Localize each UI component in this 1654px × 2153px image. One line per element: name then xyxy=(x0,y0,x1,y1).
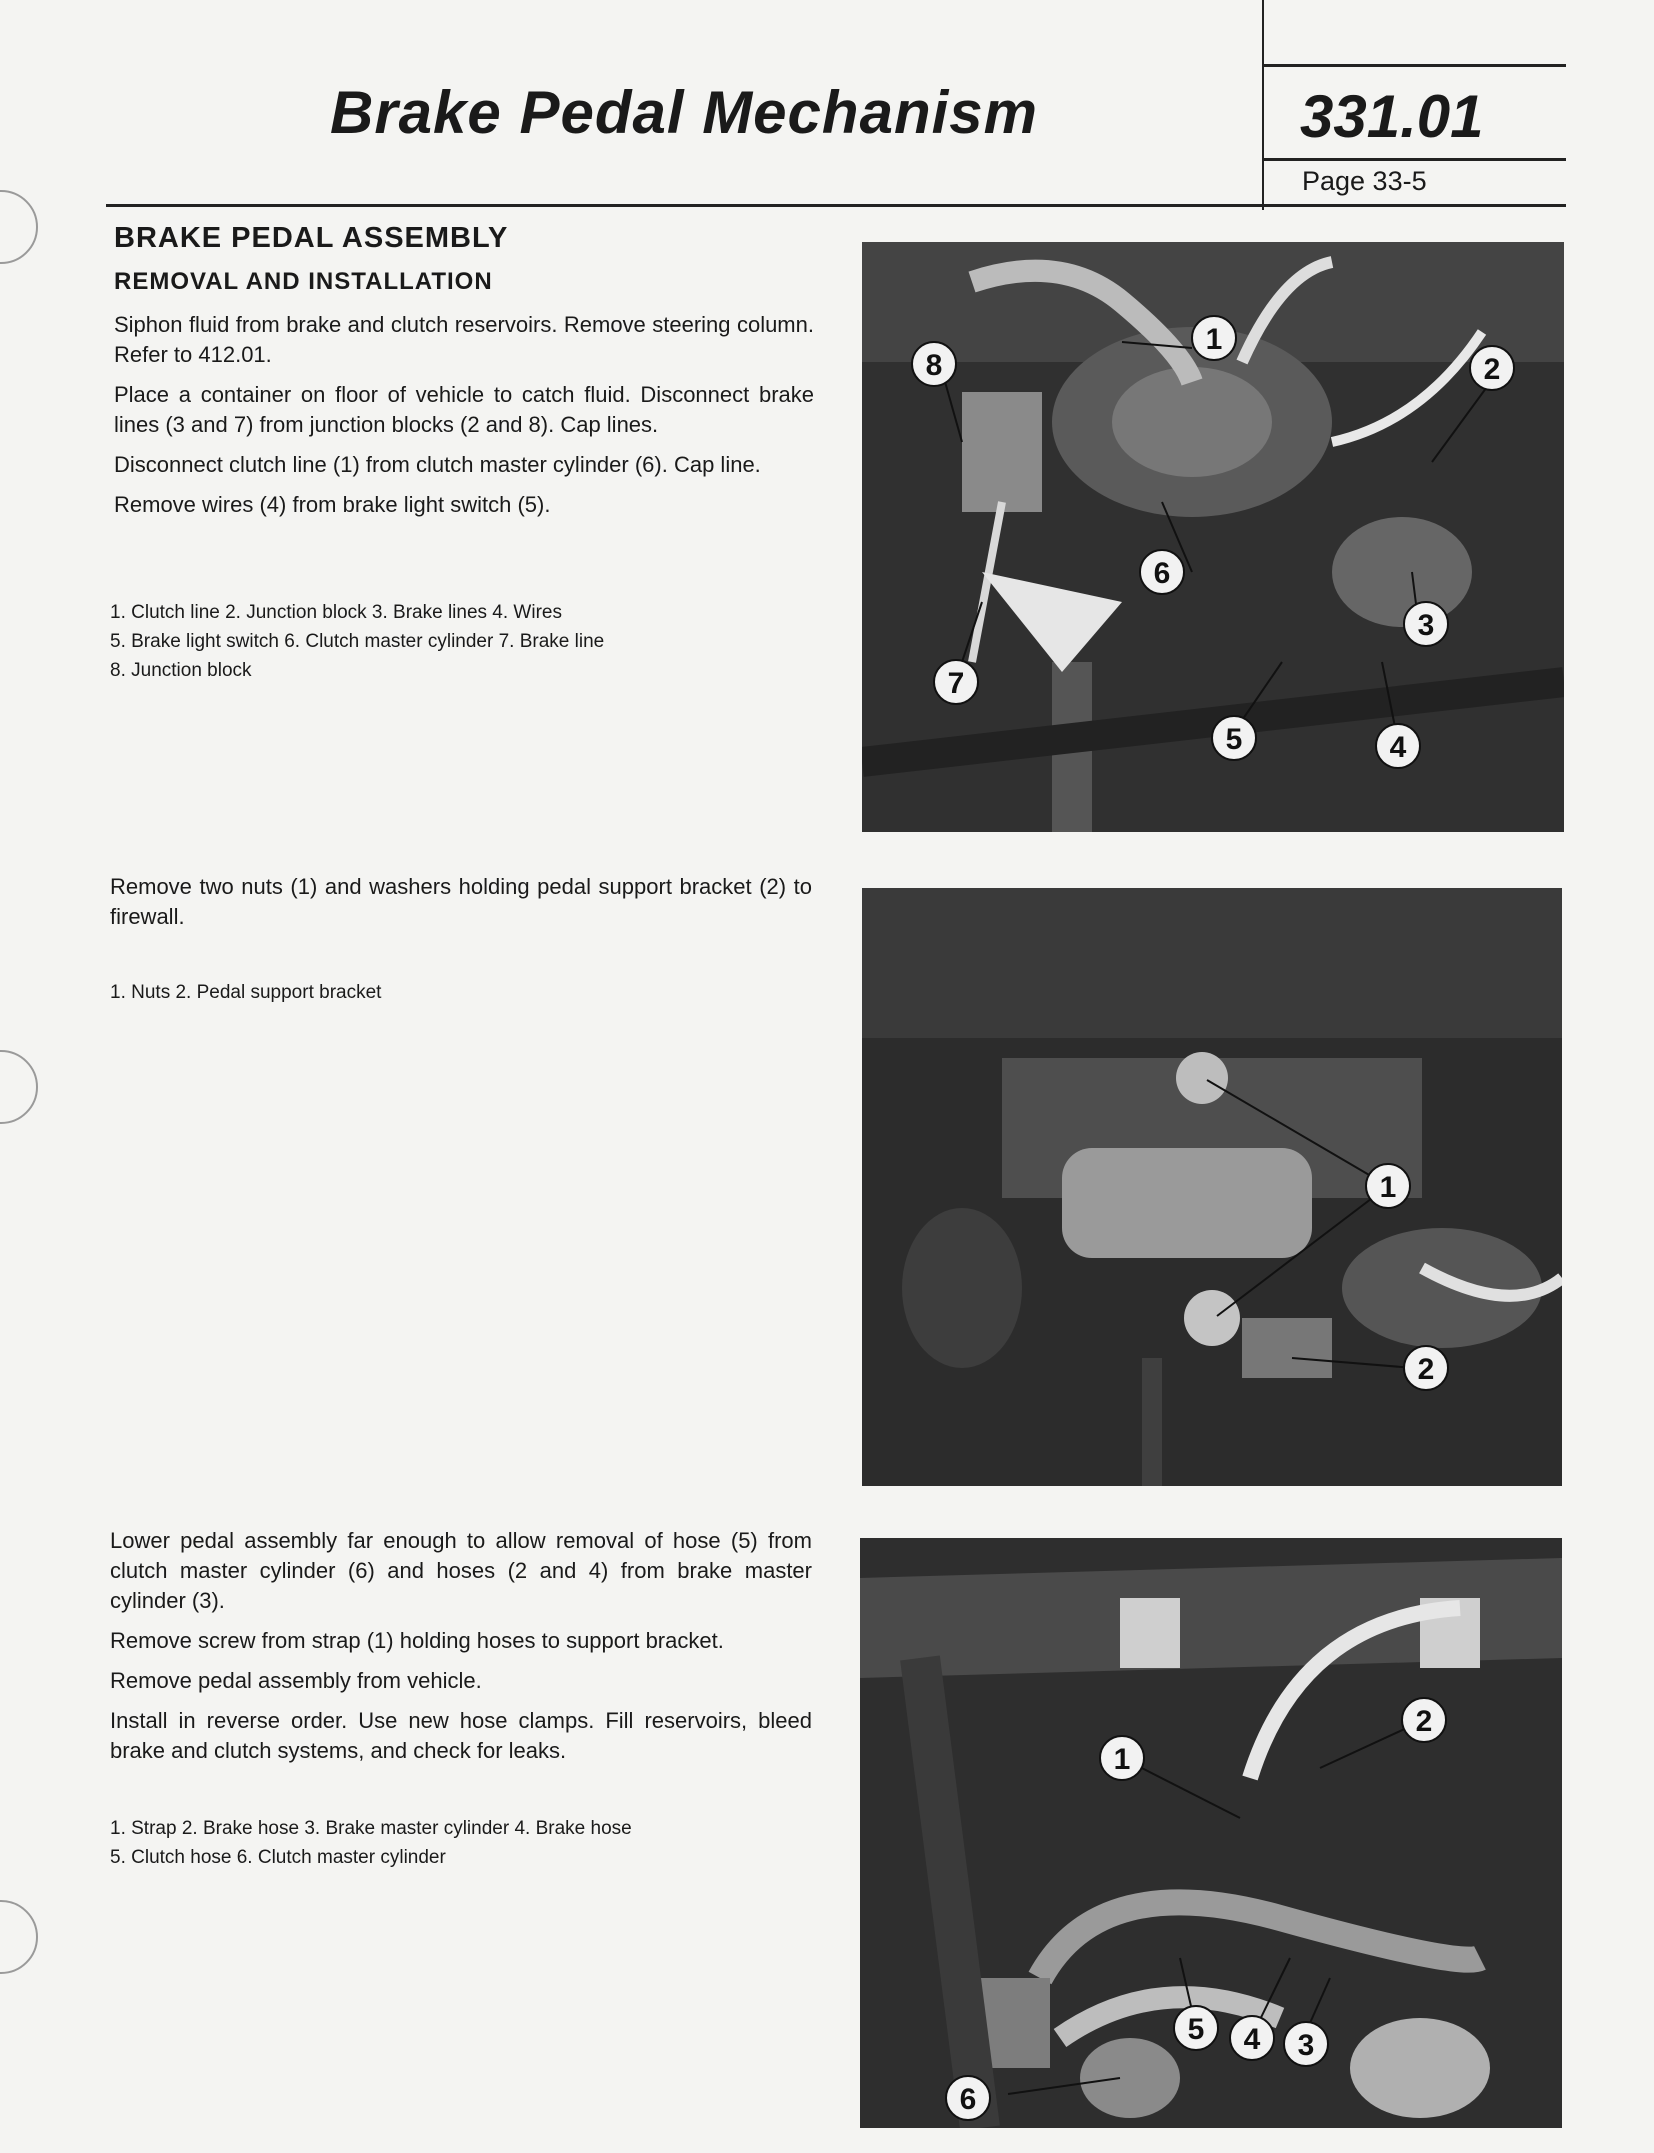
callout-number: 2 xyxy=(1417,1353,1435,1386)
callout-number: 6 xyxy=(1153,557,1171,590)
paragraph: Siphon fluid from brake and clutch reservoirs. Remove steering column. Refer to 412.01. xyxy=(114,312,814,367)
callout-number: 2 xyxy=(1483,353,1501,386)
paragraph: Remove wires (4) from brake light switch (5). xyxy=(114,492,551,517)
callout-number: 6 xyxy=(959,2083,977,2116)
punch-hole xyxy=(0,1050,38,1124)
punch-hole xyxy=(0,190,38,264)
photo-brake-pedal-junction xyxy=(862,242,1564,832)
paragraph: Remove pedal assembly from vehicle. xyxy=(110,1668,482,1693)
figure-legend: 1. Nuts 2. Pedal support bracket xyxy=(110,982,382,1003)
photo-master-cylinder-hoses xyxy=(860,1538,1562,2128)
page-number: Page 33-5 xyxy=(1302,166,1427,196)
paragraph: Install in reverse order. Use new hose clamps. Fill reservoirs, bleed brake and clutch systems, and check for leaks. xyxy=(110,1708,812,1763)
step3-text xyxy=(110,1526,812,1766)
step1-text xyxy=(114,310,814,520)
figure-legend: 1. Clutch line 2. Junction block 3. Brake lines 4. Wires 5. Brake light switch 6. Clutch master cylinder 7. Brake line 8. Junction block xyxy=(110,602,605,681)
photo-pedal-support-bracket xyxy=(862,888,1562,1486)
header-rule xyxy=(1262,158,1566,161)
paragraph: Remove two nuts (1) and washers holding pedal support bracket (2) to firewall. xyxy=(110,874,812,929)
figure-legend: 1. Strap 2. Brake hose 3. Brake master cylinder 4. Brake hose 5. Clutch hose 6. Clutch master cylinder xyxy=(110,1818,632,1868)
paragraph: Disconnect clutch line (1) from clutch master cylinder (6). Cap line. xyxy=(114,452,761,477)
paragraph: Lower pedal assembly far enough to allow removal of hose (5) from clutch master cylinder (6) and hoses (2 and 4) from brake master cylinder (3). xyxy=(110,1528,812,1613)
callout-number: 7 xyxy=(947,667,965,700)
callout-number: 3 xyxy=(1417,609,1435,642)
callout-number: 8 xyxy=(925,349,943,382)
callout-number: 1 xyxy=(1379,1171,1397,1204)
section-subheading: REMOVAL AND INSTALLATION xyxy=(114,268,493,295)
section-heading: BRAKE PEDAL ASSEMBLY xyxy=(114,222,509,254)
callout-number: 2 xyxy=(1415,1705,1433,1738)
callout-number: 4 xyxy=(1243,2023,1261,2056)
header-rule xyxy=(1262,64,1566,67)
paragraph: Place a container on floor of vehicle to catch fluid. Disconnect brake lines (3 and 7) from junction blocks (2 and 8). Cap lines. xyxy=(114,382,814,437)
callout-number: 1 xyxy=(1205,323,1223,356)
section-code: 331.01 xyxy=(1300,83,1484,150)
paragraph: Remove screw from strap (1) holding hoses to support bracket. xyxy=(110,1628,724,1653)
callout-number: 4 xyxy=(1389,731,1407,764)
punch-hole xyxy=(0,1900,38,1974)
callout-number: 3 xyxy=(1297,2029,1315,2062)
callout-number: 1 xyxy=(1113,1743,1131,1776)
callout-number: 5 xyxy=(1225,723,1243,756)
step2-text xyxy=(110,872,812,932)
header-main-rule xyxy=(106,204,1566,207)
callout-number: 5 xyxy=(1187,2013,1205,2046)
page-title: Brake Pedal Mechanism xyxy=(330,79,1038,146)
header-divider xyxy=(1262,0,1264,210)
